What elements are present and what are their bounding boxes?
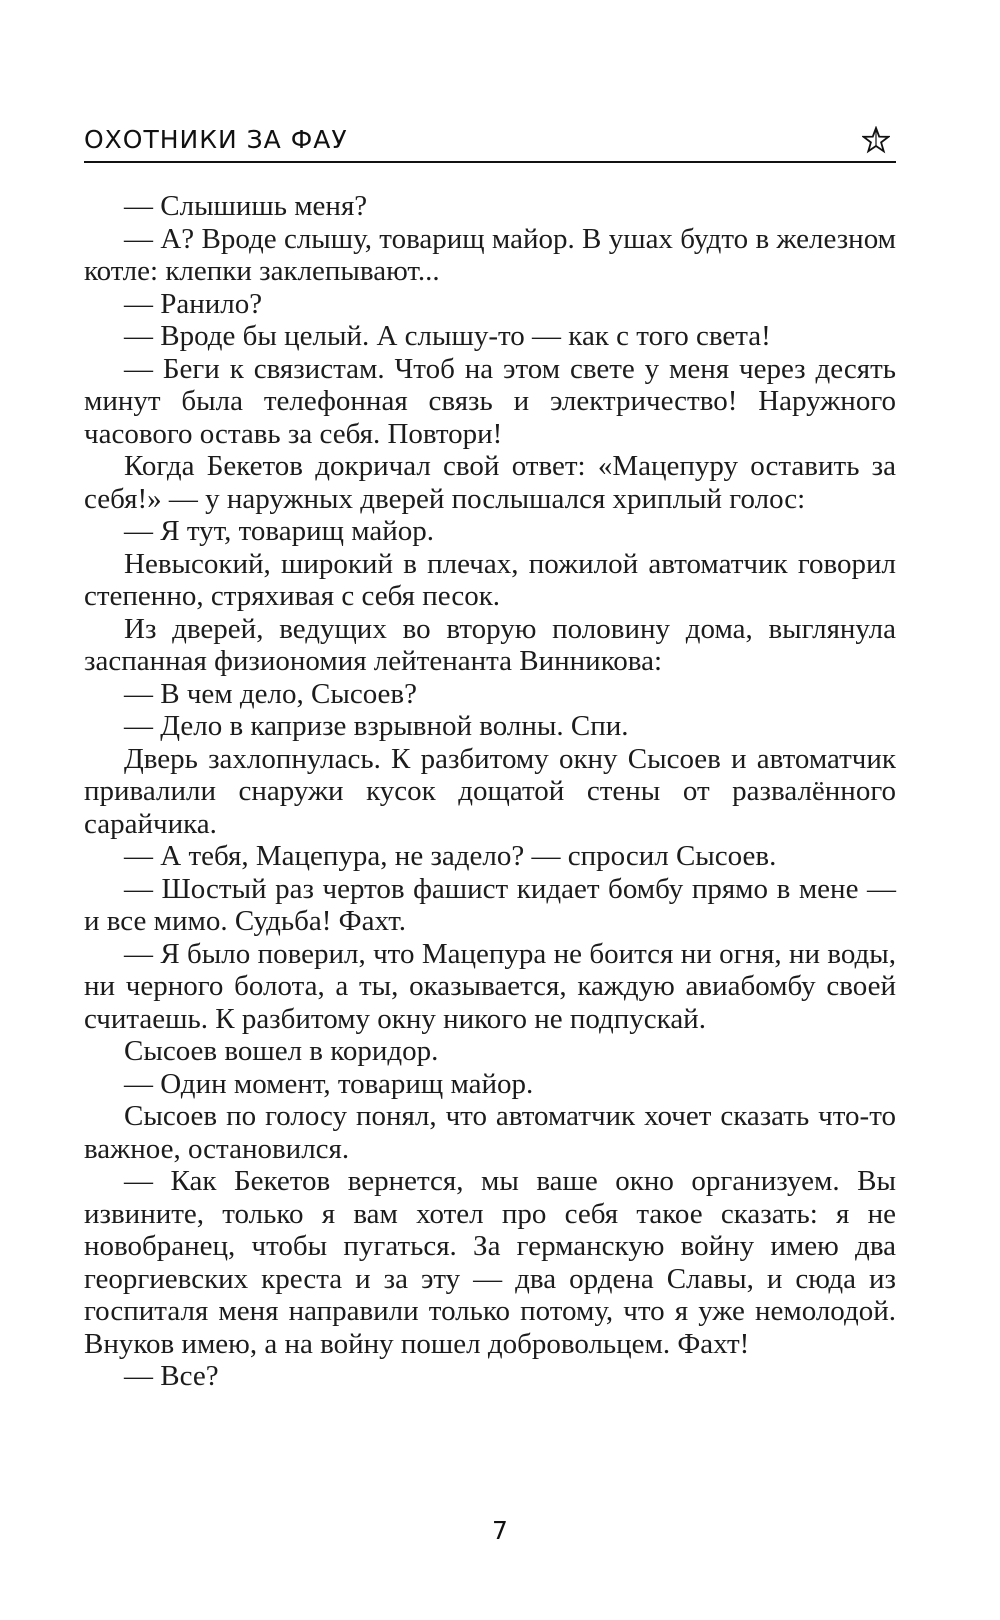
paragraph: — А? Вроде слышу, товарищ майор. В ушах будто в железном котле: клепки заклепывают...: [84, 222, 896, 287]
paragraph: — Я было поверил, что Мацепура не боится ни огня, ни воды, ни черного болота, а ты, оказывается, каждую авиабомбу своей считаешь. К разбитому окну никого не подпускай.: [84, 937, 896, 1035]
paragraph: — В чем дело, Сысоев?: [124, 677, 417, 710]
paragraph: — Вроде бы целый. А слышу-то — как с того света!: [124, 320, 771, 352]
body-text: [84, 190, 896, 1393]
paragraph: Невысокий, широкий в плечах, пожилой автоматчик говорил степенно, стряхивая с себя песок.: [84, 547, 896, 612]
paragraph: — Дело в капризе взрывной волны. Спи.: [124, 710, 629, 742]
running-title: ОХОТНИКИ ЗА ФАУ: [84, 125, 348, 154]
paragraph: Когда Бекетов докричал свой ответ: «Мацепуру оставить за себя!» — у наружных дверей послышался хриплый голос:: [84, 450, 896, 515]
paragraph: — Все?: [124, 1360, 219, 1392]
paragraph: Дверь захлопнулась. К разбитому окну Сысоев и автоматчик привалили снаружи кусок дощатой стены от развалённого сарайчика.: [84, 742, 896, 840]
paragraph: — Слышишь меня?: [124, 190, 368, 222]
paragraph: — Беги к связистам. Чтоб на этом свете у меня через десять минут была телефонная связь и электричество! Наружного часового оставь за себя. Повтори!: [84, 352, 896, 450]
paragraph: — Шостый раз чертов фашист кидает бомбу прямо в мене — и все мимо. Судьба! Фахт.: [84, 872, 896, 937]
paragraph: — Я тут, товарищ майор.: [124, 515, 434, 547]
page-number: 7: [492, 1516, 508, 1545]
paragraph: Сысоев вошел в коридор.: [124, 1035, 439, 1067]
header-rule: [84, 161, 896, 163]
paragraph: Сысоев по голосу понял, что автоматчик хочет сказать что-то важное, остановился.: [84, 1100, 896, 1165]
paragraph: — Один момент, товарищ майор.: [124, 1067, 534, 1100]
star-outline-icon: [862, 126, 890, 154]
paragraph: — А тебя, Мацепура, не задело? — спросил Сысоев.: [124, 840, 777, 872]
paragraph: Из дверей, ведущих во вторую половину дома, выглянула заспанная физиономия лейтенанта Винникова:: [84, 612, 896, 677]
paragraph: — Как Бекетов вернется, мы ваше окно организуем. Вы извините, только я вам хотел про себя такое сказать: я не новобранец, чтобы пугаться. За германскую войну имею два георгиевских креста и за эту — два ордена Славы, и сюда из госпиталя меня направили только потому, что я уже немолодой. Внуков имею, а на войну пошел добровольцем. Фахт!: [84, 1165, 896, 1360]
running-header: [84, 120, 894, 160]
paragraph: — Ранило?: [124, 287, 263, 320]
